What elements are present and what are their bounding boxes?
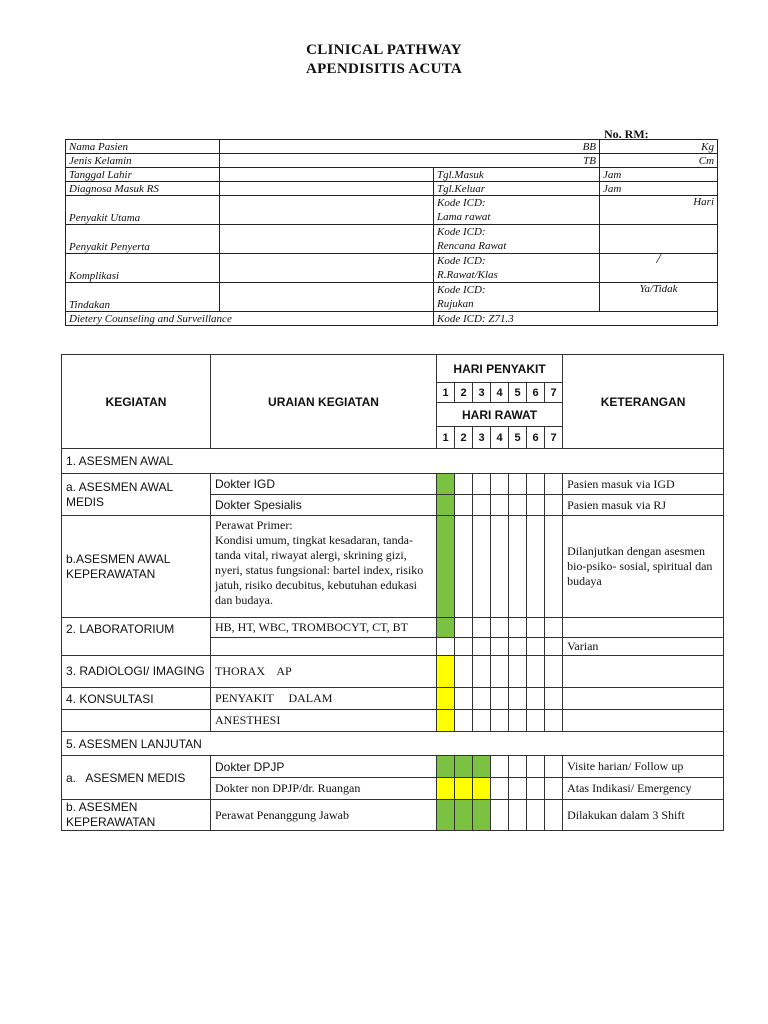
label-lama-rawat: Lama rawat — [437, 211, 491, 223]
day-penyakit-6: 6 — [527, 383, 545, 403]
day-cell — [545, 756, 563, 778]
day-cell — [509, 618, 527, 638]
item-dokter-non-dpjp: Dokter non DPJP/dr. Ruangan — [211, 778, 437, 800]
day-cell — [455, 756, 473, 778]
day-cell — [455, 495, 473, 516]
day-cell — [437, 710, 455, 732]
day-cell — [491, 638, 509, 656]
label-nama-pasien: Nama Pasien — [66, 140, 220, 154]
day-cell — [491, 688, 509, 710]
label-kode-icd-4: Kode ICD: — [437, 284, 486, 296]
day-cell — [473, 495, 491, 516]
day-cell — [545, 710, 563, 732]
label-hari: Hari — [600, 196, 718, 225]
day-rawat-6: 6 — [527, 427, 545, 449]
value-komplikasi — [220, 254, 434, 283]
header-hari-penyakit: HARI PENYAKIT — [437, 355, 563, 383]
day-cell — [437, 756, 455, 778]
item-penyakit-dalam: PENYAKIT DALAM — [211, 688, 437, 710]
day-cell — [455, 516, 473, 618]
item-dokter-spesialis: Dokter Spesialis — [211, 495, 437, 516]
label-penyakit-penyerta: Penyakit Penyerta — [66, 225, 220, 254]
label-asesmen-keperawatan: b. ASESMEN KEPERAWATAN — [62, 800, 211, 831]
day-cell — [473, 618, 491, 638]
ket-anesthesi — [563, 710, 724, 732]
day-cell — [527, 474, 545, 495]
day-cell — [527, 756, 545, 778]
day-cell — [437, 800, 455, 831]
label-rawat-klas: R.Rawat/Klas — [437, 269, 498, 281]
label-tanggal-lahir: Tanggal Lahir — [66, 168, 220, 182]
header-keterangan: KETERANGAN — [563, 355, 724, 449]
day-cell — [437, 638, 455, 656]
day-cell — [437, 656, 455, 688]
label-diagnosa: Diagnosa Masuk RS — [66, 182, 220, 196]
ket-shift: Dilakukan dalam 3 Shift — [563, 800, 724, 831]
day-cell — [455, 638, 473, 656]
perawat-primer-title: Perawat Primer: — [215, 518, 293, 532]
day-cell — [509, 474, 527, 495]
day-cell — [509, 516, 527, 618]
ket-non-dpjp: Atas Indikasi/ Emergency — [563, 778, 724, 800]
slash-mark: / — [600, 254, 718, 283]
label-konsultasi-blank — [62, 710, 211, 732]
day-cell — [545, 656, 563, 688]
section-asesmen-awal: 1. ASESMEN AWAL — [62, 449, 724, 474]
item-dokter-dpjp: Dokter DPJP — [211, 756, 437, 778]
day-cell — [545, 516, 563, 618]
day-cell — [455, 710, 473, 732]
cell-icd-tindakan — [434, 283, 600, 312]
day-cell — [473, 638, 491, 656]
day-cell — [437, 618, 455, 638]
perawat-primer-desc: Kondisi umum, tingkat kesadaran, tanda-tanda vital, riwayat alergi, skrining gizi, nyeri, status fungsional: bartel index, risiko jatuh, risiko decubitus, kebutuhan edukasi dan budaya. — [215, 533, 424, 607]
label-laboratorium: 2. LABORATORIUM — [62, 618, 211, 656]
label-kode-icd-2: Kode ICD: — [437, 226, 486, 238]
value-rencana-rawat — [600, 225, 718, 254]
day-cell — [545, 495, 563, 516]
day-cell — [527, 710, 545, 732]
day-cell — [437, 688, 455, 710]
label-kg: Kg — [600, 140, 718, 154]
item-dokter-igd: Dokter IGD — [211, 474, 437, 495]
day-cell — [455, 618, 473, 638]
item-perawat-primer — [211, 516, 437, 618]
item-perawat-pj: Perawat Penanggung Jawab — [211, 800, 437, 831]
ket-konsultasi — [563, 688, 724, 710]
day-rawat-5: 5 — [509, 427, 527, 449]
day-cell — [545, 778, 563, 800]
label-jenis-kelamin: Jenis Kelamin — [66, 154, 220, 168]
day-cell — [545, 800, 563, 831]
day-cell — [473, 474, 491, 495]
patient-info-table — [65, 139, 718, 326]
item-thorax: THORAX AP — [211, 656, 437, 688]
value-penyakit-utama — [220, 196, 434, 225]
section-asesmen-lanjutan: 5. ASESMEN LANJUTAN — [62, 732, 724, 756]
label-rujukan: Rujukan — [437, 298, 474, 310]
day-cell — [509, 638, 527, 656]
day-cell — [527, 778, 545, 800]
day-cell — [527, 516, 545, 618]
header-kegiatan: KEGIATAN — [62, 355, 211, 449]
label-tgl-masuk: Tgl.Masuk — [434, 168, 600, 182]
value-diagnosa — [220, 182, 434, 196]
day-cell — [491, 495, 509, 516]
day-cell — [545, 474, 563, 495]
label-komplikasi: Komplikasi — [66, 254, 220, 283]
header-uraian: URAIAN KEGIATAN — [211, 355, 437, 449]
item-lab: HB, HT, WBC, TROMBOCYT, CT, BT — [211, 618, 437, 638]
day-cell — [491, 656, 509, 688]
day-cell — [473, 778, 491, 800]
value-tanggal-lahir — [220, 168, 434, 182]
day-penyakit-5: 5 — [509, 383, 527, 403]
cell-icd-penyerta — [434, 225, 600, 254]
ket-varian: Varian — [563, 638, 724, 656]
day-cell — [437, 474, 455, 495]
day-cell — [455, 778, 473, 800]
header-hari-rawat: HARI RAWAT — [437, 403, 563, 427]
label-ya-tidak: Ya/Tidak — [600, 283, 718, 312]
label-jam-keluar: Jam — [600, 182, 718, 196]
label-cm: Cm — [600, 154, 718, 168]
day-cell — [491, 618, 509, 638]
day-cell — [473, 688, 491, 710]
day-cell — [509, 495, 527, 516]
day-cell — [455, 688, 473, 710]
day-cell — [473, 756, 491, 778]
day-cell — [437, 516, 455, 618]
label-kode-icd-1: Kode ICD: — [437, 197, 486, 209]
ket-rj: Pasien masuk via RJ — [563, 495, 724, 516]
day-cell — [491, 474, 509, 495]
day-cell — [509, 688, 527, 710]
day-cell — [491, 756, 509, 778]
day-cell — [527, 688, 545, 710]
day-cell — [473, 800, 491, 831]
cell-icd-utama — [434, 196, 600, 225]
day-cell — [473, 516, 491, 618]
day-rawat-3: 3 — [473, 427, 491, 449]
no-rm-label: No. RM: — [604, 127, 649, 141]
label-bb: BB — [220, 140, 600, 154]
label-konsultasi: 4. KONSULTASI — [62, 688, 211, 710]
day-cell — [491, 516, 509, 618]
day-cell — [527, 495, 545, 516]
day-cell — [527, 656, 545, 688]
label-jam-masuk: Jam — [600, 168, 718, 182]
label-kode-icd-3: Kode ICD: — [437, 255, 486, 267]
day-penyakit-2: 2 — [455, 383, 473, 403]
day-rawat-7: 7 — [545, 427, 563, 449]
day-cell — [437, 495, 455, 516]
day-penyakit-1: 1 — [437, 383, 455, 403]
day-cell — [491, 778, 509, 800]
doc-subtitle: APENDISITIS ACUTA — [305, 61, 463, 77]
day-cell — [473, 656, 491, 688]
label-penyakit-utama: Penyakit Utama — [66, 196, 220, 225]
day-cell — [527, 800, 545, 831]
day-cell — [509, 710, 527, 732]
day-cell — [545, 618, 563, 638]
day-cell — [509, 656, 527, 688]
cell-icd-komplikasi — [434, 254, 600, 283]
day-cell — [509, 756, 527, 778]
day-rawat-2: 2 — [455, 427, 473, 449]
day-cell — [455, 474, 473, 495]
day-penyakit-4: 4 — [491, 383, 509, 403]
day-penyakit-3: 3 — [473, 383, 491, 403]
label-rencana-rawat: Rencana Rawat — [437, 240, 507, 252]
day-cell — [509, 800, 527, 831]
day-cell — [491, 710, 509, 732]
label-tgl-keluar: Tgl.Keluar — [434, 182, 600, 196]
day-cell — [527, 638, 545, 656]
value-penyakit-penyerta — [220, 225, 434, 254]
day-cell — [509, 778, 527, 800]
label-asesmen-medis: a. ASESMEN MEDIS — [62, 756, 211, 800]
ket-lab — [563, 618, 724, 638]
day-cell — [455, 656, 473, 688]
day-rawat-1: 1 — [437, 427, 455, 449]
pathway-table — [61, 354, 724, 831]
day-cell — [527, 618, 545, 638]
day-cell — [491, 800, 509, 831]
label-asesmen-awal-medis: a. ASESMEN AWAL MEDIS — [62, 474, 211, 516]
day-cell — [545, 638, 563, 656]
ket-keperawatan: Dilanjutkan dengan asesmen bio-psiko- sosial, spiritual dan budaya — [563, 516, 724, 618]
day-cell — [473, 710, 491, 732]
item-anesthesi: ANESTHESI — [211, 710, 437, 732]
day-rawat-4: 4 — [491, 427, 509, 449]
day-cell — [455, 800, 473, 831]
item-lab-blank — [211, 638, 437, 656]
ket-dpjp: Visite harian/ Follow up — [563, 756, 724, 778]
ket-igd: Pasien masuk via IGD — [563, 474, 724, 495]
day-cell — [437, 778, 455, 800]
label-dietary: Dietery Counseling and Surveillance — [66, 312, 434, 326]
label-radiologi: 3. RADIOLOGI/ IMAGING — [62, 656, 211, 688]
value-tindakan — [220, 283, 434, 312]
ket-radiologi — [563, 656, 724, 688]
doc-title: CLINICAL PATHWAY — [306, 42, 462, 58]
day-cell — [545, 688, 563, 710]
label-tb: TB — [220, 154, 600, 168]
day-penyakit-7: 7 — [545, 383, 563, 403]
label-asesmen-awal-kep: b.ASESMEN AWAL KEPERAWATAN — [62, 516, 211, 618]
label-kode-icd-z: Kode ICD: Z71.3 — [434, 312, 718, 326]
label-tindakan: Tindakan — [66, 283, 220, 312]
